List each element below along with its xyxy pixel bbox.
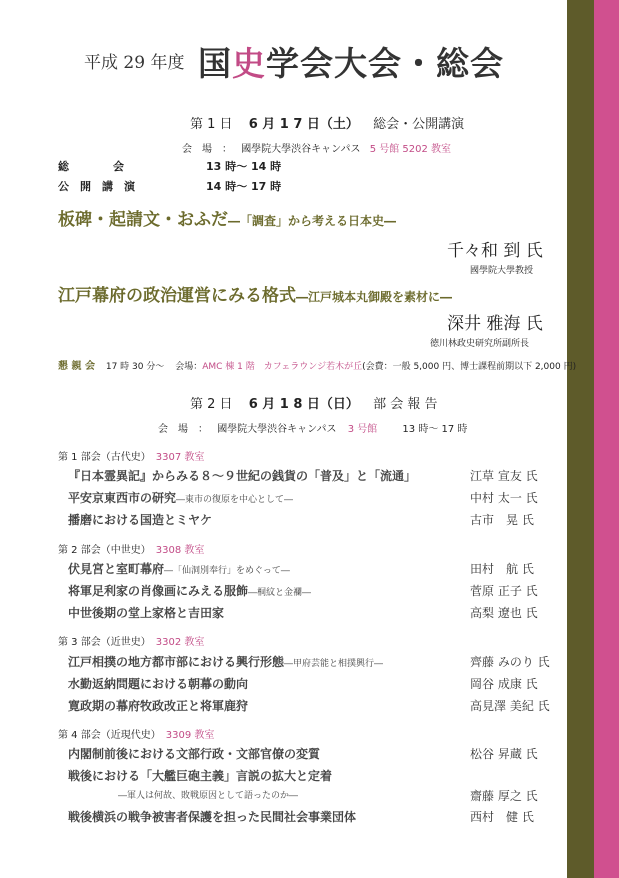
section-room: 3302 教室 (155, 637, 205, 648)
talk-subtitle: ―軍人は何故、敗戦原因として語ったのか― (118, 791, 299, 801)
talk-title (68, 767, 332, 784)
section-name: 第 1 部会（古代史） (58, 452, 146, 463)
talk-title (68, 489, 293, 506)
talk-title (68, 653, 383, 670)
schedule-row (58, 178, 281, 194)
talk-subtitle: ―桐紋と金襴― (248, 588, 312, 598)
title-pre: 国 (198, 44, 232, 83)
talk-speaker: 江草 宣友 氏 (470, 469, 538, 483)
talk-title (68, 511, 212, 528)
reception-venue-label: 会場： (175, 362, 203, 372)
lecture-subtitle: ―「調査」から考える日本史― (228, 214, 397, 228)
talk-speaker: 齋藤 厚之 氏 (470, 789, 538, 803)
talk-title-text: 平安京東西市の研究 (68, 491, 177, 505)
talk-speaker: 菅原 正子 氏 (470, 584, 538, 598)
talk-title (68, 467, 416, 484)
day1-venue-room: 5 号館 5202 教室 (369, 144, 452, 155)
section-label (58, 726, 214, 741)
section-name: 第 3 部会（近世史） (58, 637, 146, 648)
lecture-title-text: 江戸幕府の政治運営にみる格式 (58, 286, 296, 306)
section-label (58, 633, 204, 648)
schedule-label: 公 開 講 演 (58, 180, 135, 193)
reception-time: 17 時 30 分〜 (105, 362, 165, 372)
talk-speaker: 田村 航 氏 (470, 562, 534, 576)
talk-subtitle: ―東市の復原を中心として― (176, 495, 294, 505)
lecture-affiliation: 國學院大學教授 (470, 266, 534, 276)
talk-subtitle: ―甲府芸能と相撲興行― (284, 659, 384, 669)
lecture-speaker: 深井 雅海 氏 (447, 314, 543, 334)
day2-venue (158, 420, 467, 435)
day1-heading (190, 113, 464, 132)
talk-title-text: 戦後横浜の戦争被害者保護を担った民間社会事業団体 (68, 810, 357, 824)
title-accent: 史 (232, 44, 266, 83)
talk-title (68, 697, 248, 714)
day2-venue-place: 國學院大學渋谷キャンパス (217, 424, 337, 435)
talk-title-text: 伏見宮と室町幕府 (68, 562, 165, 576)
lecture-affiliation: 徳川林政史研究所副所長 (430, 339, 530, 349)
section-room: 3308 教室 (155, 545, 205, 556)
talk-title (68, 582, 311, 599)
day2-venue-time: 13 時〜 17 時 (402, 424, 468, 435)
reception-venue: AMC 棟 1 階 カフェラウンジ若木が丘 (202, 362, 363, 372)
day1-venue-place: 國學院大學渋谷キャンパス (241, 144, 361, 155)
talk-title (68, 808, 356, 825)
talk-title-text: 『日本霊異記』からみる８〜９世紀の銭貨の「普及」と「流通」 (68, 469, 417, 483)
day1-venue (182, 140, 451, 155)
talk-speaker: 西村 健 氏 (470, 810, 534, 824)
pink-side-bar (594, 0, 619, 878)
day2-program: 部 会 報 告 (373, 397, 438, 412)
talk-title-text: 寛政期の幕府牧政改正と将軍鹿狩 (68, 699, 249, 713)
reception (58, 357, 576, 372)
schedule-row (58, 158, 281, 174)
lecture-title (58, 281, 452, 306)
day2-day: 第 2 日 (190, 397, 233, 412)
section-room: 3309 教室 (165, 730, 215, 741)
section-name: 第 4 部会（近現代史） (58, 730, 156, 741)
talk-speaker: 松谷 昇蔵 氏 (470, 747, 538, 761)
talk-title (68, 560, 290, 577)
section-label (58, 448, 204, 463)
olive-side-bar (567, 0, 594, 878)
talk-speaker: 古市 晃 氏 (470, 513, 534, 527)
talk-title (68, 745, 320, 762)
talk-title (118, 787, 298, 801)
day2-venue-label: 会 場 ： (158, 424, 208, 435)
schedule-time: 13 時〜 14 時 (206, 160, 282, 173)
talk-subtitle: ―「仙洞別奉行」をめぐって― (164, 566, 290, 576)
talk-title-text: 戦後における「大艦巨砲主義」言説の拡大と定着 (68, 769, 333, 783)
day2-heading (190, 393, 437, 412)
lecture-title-text: 板碑・起請文・おふだ (58, 210, 228, 230)
schedule-time: 14 時〜 17 時 (206, 180, 282, 193)
section-name: 第 2 部会（中世史） (58, 545, 146, 556)
talk-speaker: 高梨 遼也 氏 (470, 606, 538, 620)
talk-title (68, 675, 248, 692)
lecture-title (58, 205, 396, 230)
section-label (58, 541, 204, 556)
talk-title-text: 水勤返納問題における朝幕の動向 (68, 677, 249, 691)
day2-venue-room: 3 号館 (347, 424, 378, 435)
schedule-label: 総 会 (58, 160, 124, 173)
talk-speaker: 岡谷 成康 氏 (470, 677, 538, 691)
talk-title (68, 604, 224, 621)
lecture-speaker: 千々和 到 氏 (447, 241, 543, 261)
reception-label: 懇 親 会 (58, 361, 95, 372)
section-room: 3307 教室 (155, 452, 205, 463)
talk-title-text: 中世後期の堂上家格と吉田家 (68, 606, 225, 620)
lecture-subtitle: ―江戸城本丸御殿を素材に― (296, 290, 453, 304)
talk-title-text: 播磨における国造とミヤケ (68, 513, 213, 527)
day1-venue-label: 会 場 ： (182, 144, 232, 155)
talk-title-text: 江戸相撲の地方都市部における興行形態 (68, 655, 285, 669)
talk-title-text: 内閣制前後における文部行政・文部官僚の変質 (68, 747, 321, 761)
day1-date: 6 月 1 7 日（土） (248, 117, 359, 132)
talk-speaker: 中村 太一 氏 (470, 491, 538, 505)
page-title (198, 38, 504, 85)
talk-speaker: 高見澤 美紀 氏 (470, 699, 550, 713)
title-post: 学会大会・総会 (266, 44, 504, 83)
day1-day: 第 1 日 (190, 117, 233, 132)
day1-program: 総会・公開講演 (373, 117, 465, 132)
reception-fee: (会費：一般 5,000 円、博士課程前期以下 2,000 円) (362, 362, 577, 372)
talk-speaker: 齊藤 みのり 氏 (470, 655, 550, 669)
day2-date: 6 月 1 8 日（日） (248, 397, 359, 412)
header-year: 平成 29 年度 (84, 53, 185, 73)
talk-title-text: 将軍足利家の肖像画にみえる服飾 (68, 584, 249, 598)
